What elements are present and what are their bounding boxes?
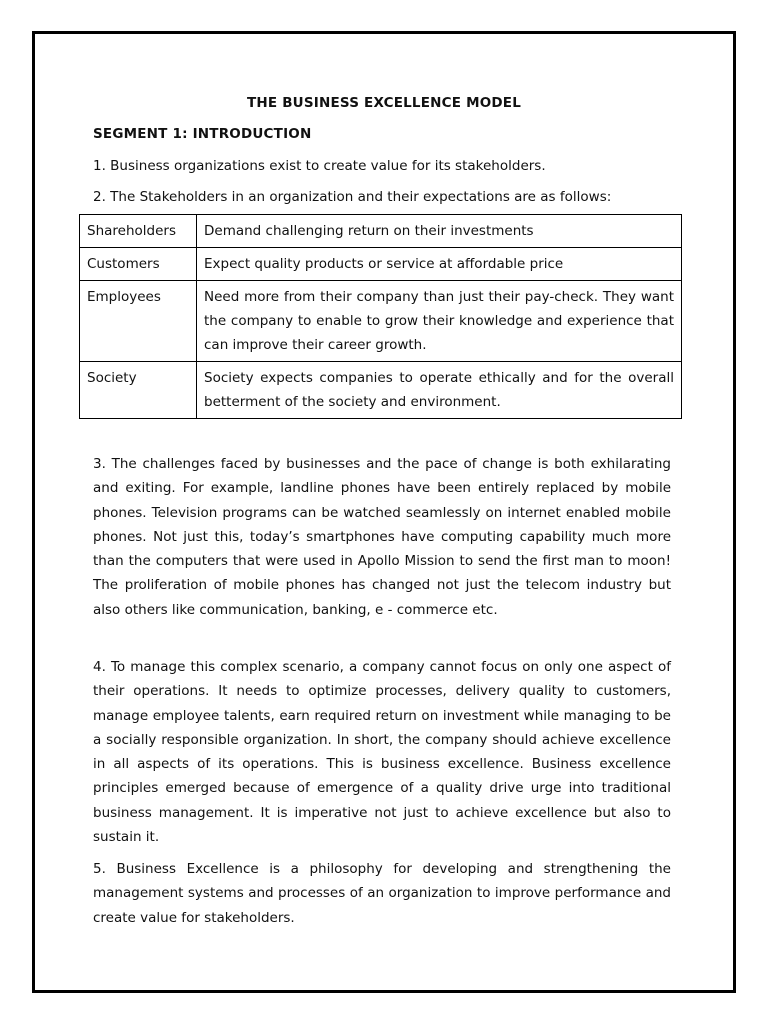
table-row [80, 281, 682, 362]
stakeholder-role: Society [80, 362, 197, 419]
stakeholder-role: Customers [80, 248, 197, 281]
document-title: THE BUSINESS EXCELLENCE MODEL [246, 95, 522, 111]
point-5-paragraph: 5. Business Excellence is a philosophy for developing and strengthening the management systems and processes of an organization to improve performance and create value for stakeholders. [93, 861, 671, 926]
table-row [80, 215, 682, 248]
bottom-rule [36, 990, 734, 991]
stakeholder-expectation: Expect quality products or service at affordable price [197, 248, 682, 281]
point-4-paragraph: 4. To manage this complex scenario, a company cannot focus on only one aspect of their operations. It needs to optimize processes, delivery quality to customers, manage employee talents, earn required return on investment while managing to be a socially responsible organization. In short, the company should achieve excellence in all aspects of its operations. This is business excellence. Business excellence principles emerged because of emergence of a quality drive urge into traditional business management. It is imperative not just to achieve excellence but also to sustain it. [93, 659, 671, 846]
stakeholder-expectation: Need more from their company than just their pay-check. They want the company to enable to grow their knowledge and experience that can improve their career growth. [197, 281, 682, 362]
point-2: 2. The Stakeholders in an organization and their expectations are as follows: [93, 189, 612, 205]
segment-heading: SEGMENT 1: INTRODUCTION [93, 126, 312, 142]
stakeholder-expectation: Demand challenging return on their investments [197, 215, 682, 248]
stakeholder-expectation: Society expects companies to operate ethically and for the overall betterment of the society and environment. [197, 362, 682, 419]
stakeholder-table [79, 214, 682, 419]
stakeholder-role: Employees [80, 281, 197, 362]
stakeholder-role: Shareholders [80, 215, 197, 248]
table-row [80, 362, 682, 419]
table-row [80, 248, 682, 281]
point-3-paragraph: 3. The challenges faced by businesses and the pace of change is both exhilarating and exiting. For example, landline phones have been entirely replaced by mobile phones. Television programs can be watched seamlessly on internet enabled mobile phones. Not just this, today’s smartphones have computing capability much more than the computers that were used in Apollo Mission to send the first man to moon! The proliferation of mobile phones has changed not just the telecom industry but also others like communication, banking, e - commerce etc. [93, 456, 671, 618]
point-1: 1. Business organizations exist to create value for its stakeholders. [93, 158, 546, 174]
